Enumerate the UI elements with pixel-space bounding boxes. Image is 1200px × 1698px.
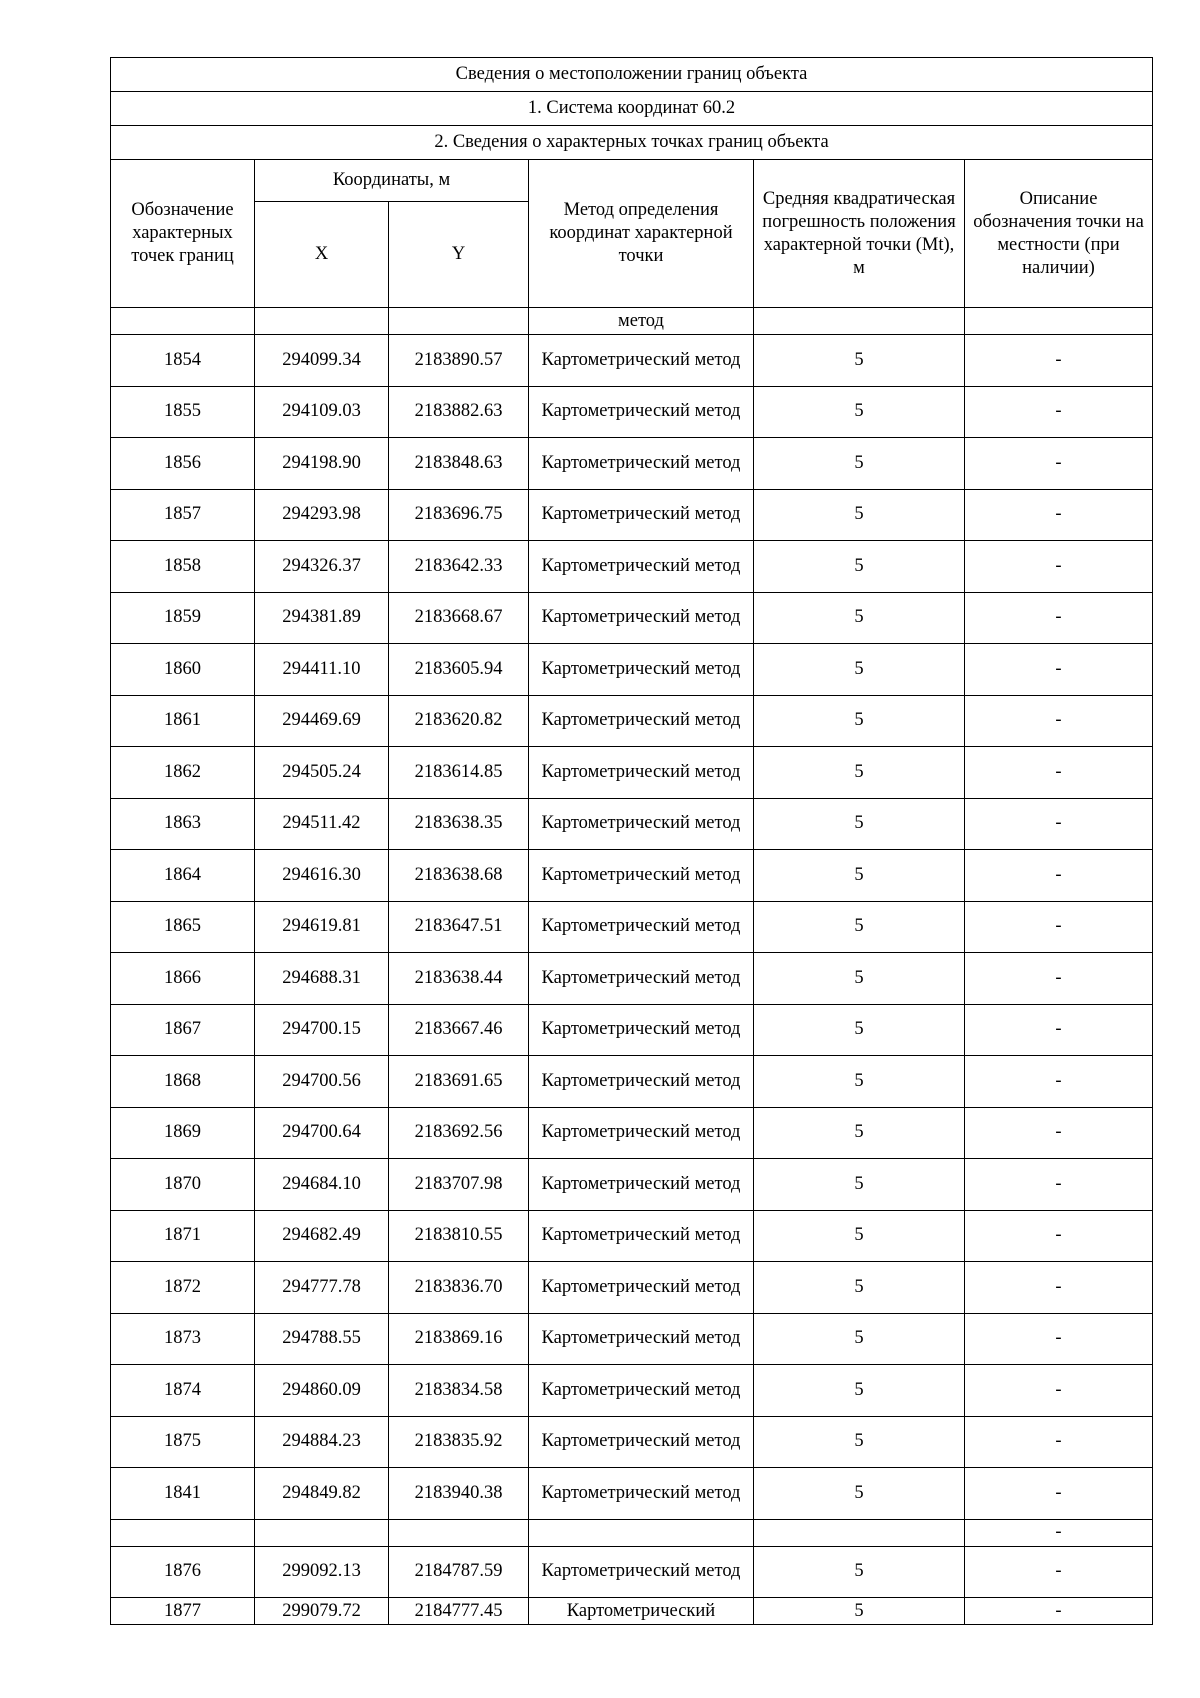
cell-desc: - [965,1598,1153,1625]
cell-desc: - [965,644,1153,696]
cell-error: 5 [754,850,965,902]
cell-error: 5 [754,695,965,747]
cell-error: 5 [754,953,965,1005]
cell-method: Картометрический метод [529,1159,754,1211]
cell-point: 1859 [111,592,255,644]
cell-x: 294326.37 [255,541,389,593]
cell-y: 2184787.59 [389,1546,529,1598]
cell-method: Картометрический метод [529,1210,754,1262]
cell-x: 294411.10 [255,644,389,696]
cell-x: 294619.81 [255,901,389,953]
cell-desc: - [965,1159,1153,1211]
cell-y: 2183869.16 [389,1313,529,1365]
cell-desc: - [965,1262,1153,1314]
cell-error: 5 [754,1210,965,1262]
cell-x: 294684.10 [255,1159,389,1211]
cell-x: 294682.49 [255,1210,389,1262]
cell-error: 5 [754,747,965,799]
table-row [111,644,1153,696]
cell-point: 1857 [111,489,255,541]
cell-desc: - [965,1313,1153,1365]
cell-point: 1860 [111,644,255,696]
table-row [111,695,1153,747]
cell-x: 294884.23 [255,1416,389,1468]
header-x: X [255,202,389,308]
cell-method: Картометрический метод [529,386,754,438]
cell-desc: - [965,798,1153,850]
cell-point: 1869 [111,1107,255,1159]
cell-method: Картометрический метод [529,541,754,593]
header-point: Обозначение характерных точек границ [111,160,255,308]
cell-error: 5 [754,1468,965,1520]
table-row [111,747,1153,799]
cell-point [111,1519,255,1546]
cell-error: 5 [754,1056,965,1108]
cell-point: 1841 [111,1468,255,1520]
table-row [111,335,1153,387]
cell-y: 2183642.33 [389,541,529,593]
table-row [111,1468,1153,1520]
cell-error: 5 [754,335,965,387]
table-row [111,953,1153,1005]
table-row [111,1262,1153,1314]
cell-y: 2183620.82 [389,695,529,747]
continuation-row [111,308,1153,335]
cell-desc: - [965,386,1153,438]
cell-desc: - [965,1519,1153,1546]
cell-y: 2183890.57 [389,335,529,387]
cell-desc: - [965,747,1153,799]
cell-method: Картометрический метод [529,1056,754,1108]
cell-method: Картометрический метод [529,850,754,902]
cell-error: 5 [754,901,965,953]
cell-error: 5 [754,1416,965,1468]
cell-method: Картометрический метод [529,438,754,490]
table-row [111,1598,1153,1625]
continuation-method: метод [529,308,754,335]
header-error: Средняя квадратическая погрешность положения характерной точки (Mt), м [754,160,965,308]
cell-point: 1856 [111,438,255,490]
cell-y: 2183692.56 [389,1107,529,1159]
cell-point: 1858 [111,541,255,593]
cell-error: 5 [754,386,965,438]
cell-error: 5 [754,1107,965,1159]
table-row [111,1056,1153,1108]
section-title: 2. Сведения о характерных точках границ объекта [111,126,1153,160]
cell-method: Картометрический метод [529,747,754,799]
title-row [111,58,1153,92]
section-row [111,126,1153,160]
table-row [111,592,1153,644]
table-row [111,850,1153,902]
cell-y: 2183835.92 [389,1416,529,1468]
cell-y: 2183696.75 [389,489,529,541]
cell-desc: - [965,1468,1153,1520]
cell-y: 2183668.67 [389,592,529,644]
cell-x: 294293.98 [255,489,389,541]
cell-y: 2183940.38 [389,1468,529,1520]
cell-error: 5 [754,1365,965,1417]
cell-y: 2183638.35 [389,798,529,850]
cell-desc: - [965,592,1153,644]
cell-error: 5 [754,489,965,541]
table-row [111,1416,1153,1468]
cell-error [754,1519,965,1546]
cell-point: 1855 [111,386,255,438]
cell-error: 5 [754,438,965,490]
cell-method: Картометрический метод [529,1262,754,1314]
cell-x: 294099.34 [255,335,389,387]
cell-point: 1863 [111,798,255,850]
cell-point: 1867 [111,1004,255,1056]
table-row [111,1004,1153,1056]
cell-point: 1865 [111,901,255,953]
cell-error: 5 [754,1262,965,1314]
cell-x: 294381.89 [255,592,389,644]
cell-desc: - [965,1210,1153,1262]
header-coords: Координаты, м [255,160,529,202]
table-row [111,386,1153,438]
cell-y: 2183834.58 [389,1365,529,1417]
cell-point: 1864 [111,850,255,902]
cell-x: 294616.30 [255,850,389,902]
cell-method: Картометрический метод [529,798,754,850]
table-row [111,438,1153,490]
cell-desc: - [965,1365,1153,1417]
cell-y: 2183638.68 [389,850,529,902]
cell-desc: - [965,1546,1153,1598]
cell-error: 5 [754,541,965,593]
coordinate-system: 1. Система координат 60.2 [111,92,1153,126]
cell-error: 5 [754,798,965,850]
cell-desc: - [965,489,1153,541]
cell-x: 294109.03 [255,386,389,438]
cell-x: 299092.13 [255,1546,389,1598]
cell-y: 2183691.65 [389,1056,529,1108]
table-row [111,798,1153,850]
cell-y [389,1519,529,1546]
cell-method: Картометрический метод [529,901,754,953]
cell-desc: - [965,695,1153,747]
cell-y: 2183707.98 [389,1159,529,1211]
cell-y: 2183848.63 [389,438,529,490]
cell-method: Картометрический метод [529,1365,754,1417]
cell-error: 5 [754,1159,965,1211]
table-title: Сведения о местоположении границ объекта [111,58,1153,92]
cell-x: 294505.24 [255,747,389,799]
table-row [111,1210,1153,1262]
cell-desc: - [965,1416,1153,1468]
document-page [110,57,1152,1625]
cell-desc: - [965,850,1153,902]
table-row [111,1107,1153,1159]
cell-y: 2183614.85 [389,747,529,799]
table-row [111,541,1153,593]
header-desc: Описание обозначения точки на местности (при наличии) [965,160,1153,308]
cell-desc: - [965,1004,1153,1056]
cell-y: 2183810.55 [389,1210,529,1262]
cell-x: 294700.15 [255,1004,389,1056]
table-row [111,901,1153,953]
cell-point: 1862 [111,747,255,799]
cell-desc: - [965,1056,1153,1108]
cell-method: Картометрический метод [529,1004,754,1056]
table-row [111,1159,1153,1211]
cell-desc: - [965,438,1153,490]
cell-x: 294849.82 [255,1468,389,1520]
cell-point: 1874 [111,1365,255,1417]
system-row [111,92,1153,126]
cell-point: 1873 [111,1313,255,1365]
table-row [111,1313,1153,1365]
cell-point: 1866 [111,953,255,1005]
cell-y: 2183647.51 [389,901,529,953]
cell-point: 1871 [111,1210,255,1262]
cell-error: 5 [754,1546,965,1598]
cell-y: 2183638.44 [389,953,529,1005]
cell-point: 1870 [111,1159,255,1211]
cell-error: 5 [754,592,965,644]
cell-point: 1854 [111,335,255,387]
header-method: Метод определения координат характерной точки [529,160,754,308]
table-row [111,1519,1153,1546]
cell-x: 294777.78 [255,1262,389,1314]
cell-error: 5 [754,1598,965,1625]
cell-x: 294700.64 [255,1107,389,1159]
cell-x: 294511.42 [255,798,389,850]
cell-y: 2183667.46 [389,1004,529,1056]
cell-point: 1861 [111,695,255,747]
cell-method: Картометрический метод [529,644,754,696]
cell-x: 294198.90 [255,438,389,490]
cell-method: Картометрический метод [529,1313,754,1365]
cell-x: 294688.31 [255,953,389,1005]
cell-method: Картометрический метод [529,489,754,541]
cell-y: 2183882.63 [389,386,529,438]
cell-desc: - [965,335,1153,387]
cell-desc: - [965,1107,1153,1159]
cell-error: 5 [754,1313,965,1365]
cell-x: 294469.69 [255,695,389,747]
cell-x: 299079.72 [255,1598,389,1625]
cell-method: Картометрический метод [529,953,754,1005]
cell-point: 1872 [111,1262,255,1314]
cell-point: 1868 [111,1056,255,1108]
cell-desc: - [965,541,1153,593]
table-row [111,489,1153,541]
cell-point: 1876 [111,1546,255,1598]
cell-method [529,1519,754,1546]
cell-method: Картометрический метод [529,335,754,387]
cell-method: Картометрический метод [529,695,754,747]
cell-error: 5 [754,1004,965,1056]
cell-method: Картометрический метод [529,1468,754,1520]
header-row-1 [111,160,1153,202]
cell-method: Картометрический метод [529,1107,754,1159]
cell-point: 1875 [111,1416,255,1468]
table-row [111,1365,1153,1417]
cell-x: 294700.56 [255,1056,389,1108]
cell-y: 2183836.70 [389,1262,529,1314]
cell-y: 2184777.45 [389,1598,529,1625]
cell-desc: - [965,953,1153,1005]
cell-x [255,1519,389,1546]
cell-x: 294860.09 [255,1365,389,1417]
cell-method: Картометрический метод [529,1416,754,1468]
cell-error: 5 [754,644,965,696]
boundary-points-table [110,57,1153,1625]
cell-method: Картометрический [529,1598,754,1625]
cell-point: 1877 [111,1598,255,1625]
cell-y: 2183605.94 [389,644,529,696]
cell-method: Картометрический метод [529,592,754,644]
table-row [111,1546,1153,1598]
cell-x: 294788.55 [255,1313,389,1365]
cell-method: Картометрический метод [529,1546,754,1598]
cell-desc: - [965,901,1153,953]
header-y: Y [389,202,529,308]
